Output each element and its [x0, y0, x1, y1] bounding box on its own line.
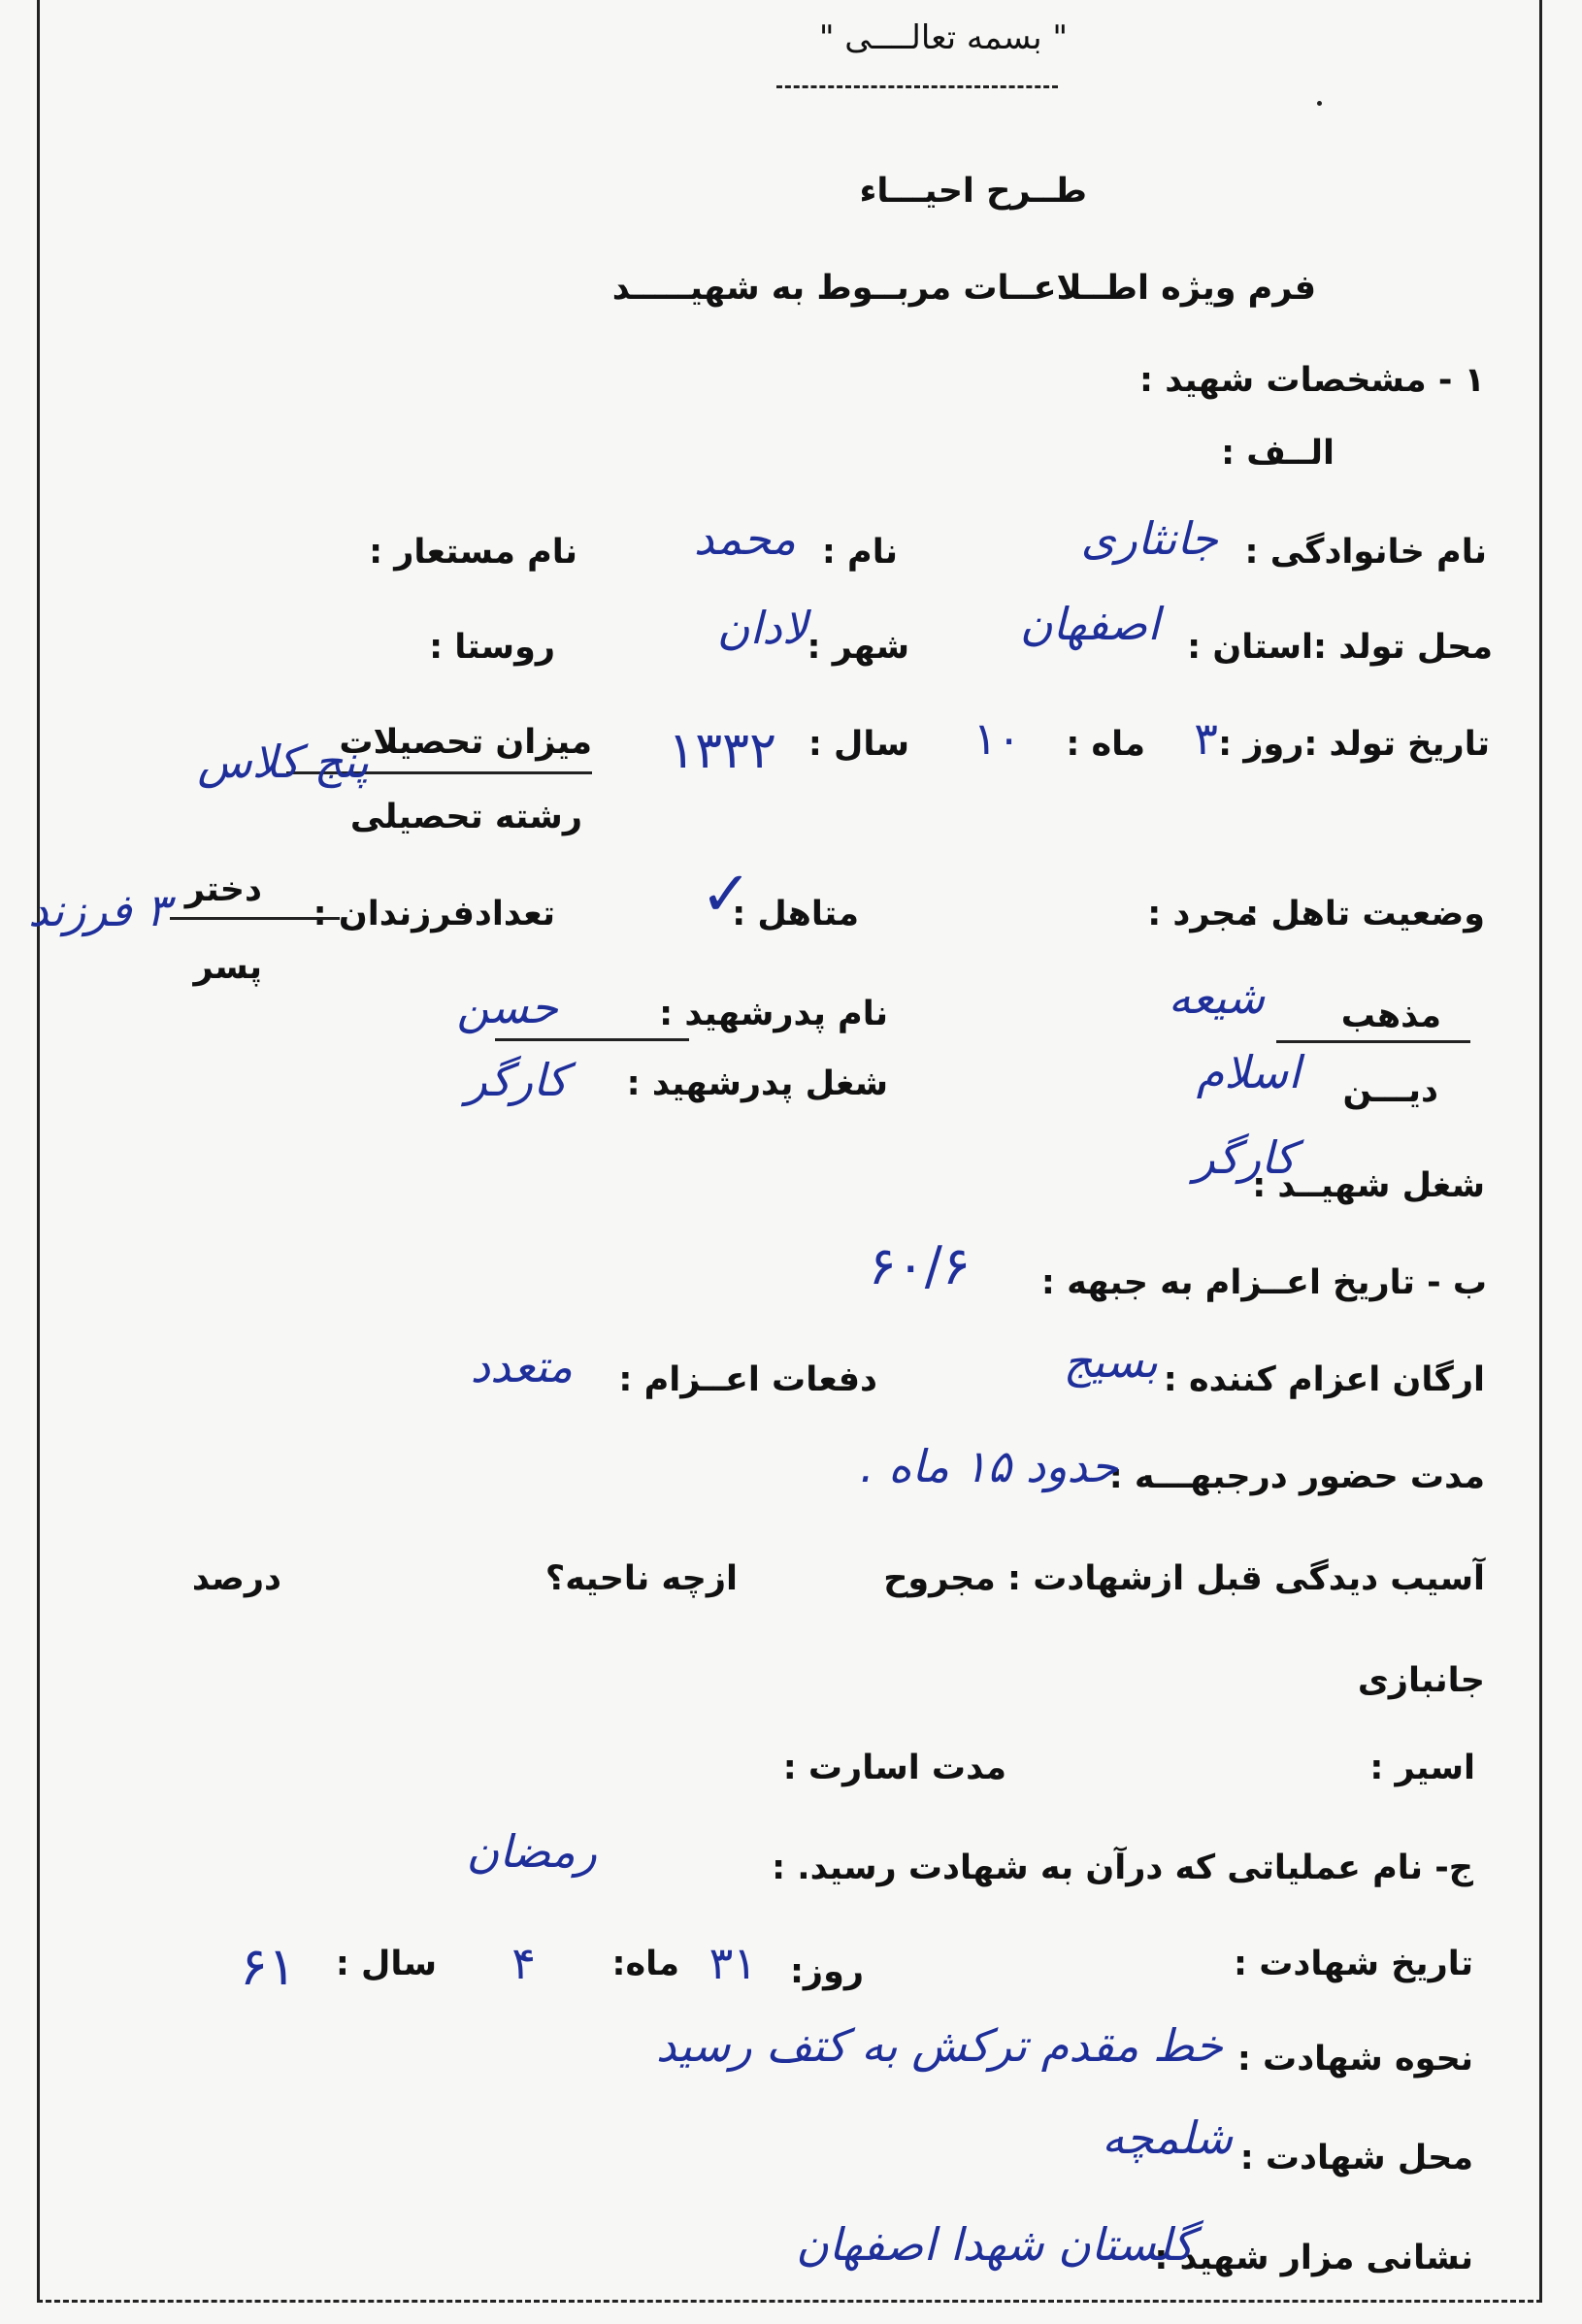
married-check-mark: ✓ — [700, 859, 752, 931]
daughter-label: دختر — [184, 870, 262, 909]
dispatch-org-label: ارگان اعزام کننده : — [1163, 1360, 1485, 1399]
section1-title: ۱ - مشخصات شهید : — [1139, 361, 1485, 400]
father-name-value: حسن — [456, 981, 558, 1033]
education-field-label: رشته تحصیلی — [349, 798, 582, 836]
place-label: محل شهادت : — [1239, 2139, 1473, 2177]
manner-value: خط مقدم ترکش به کتف رسید — [655, 2019, 1223, 2072]
operation-value: رمضان — [466, 1825, 597, 1878]
percent-label: درصد — [191, 1559, 281, 1598]
dispatch-date-label: ب - تاریخ اعــزام به جبهه : — [1040, 1263, 1487, 1302]
martyrdom-month-label: ماه: — [611, 1945, 679, 1983]
front-duration-value: حدود ۱۵ ماه . — [860, 1440, 1118, 1492]
first-name-value: محمد — [693, 512, 796, 565]
dispatch-date-value: ۶۰/۶ — [868, 1235, 971, 1296]
form-title: فرم ویژه اطــلاعــات مربــوط به شهیـــــد — [611, 269, 1316, 308]
birthplace-label: محل تولد :استان : — [1187, 628, 1493, 667]
grave-label: نشانی مزار شهید : — [1154, 2239, 1473, 2277]
children-label: تعدادفرزندان : — [313, 895, 555, 933]
place-value: شلمچه — [1102, 2111, 1233, 2164]
father-job-label: شغل پدرشهید : — [626, 1064, 888, 1103]
martyrdom-month-value: ۴ — [511, 1937, 536, 1989]
birth-month-value: ۱۰ — [972, 712, 1021, 765]
martyrdom-day-label: روز: — [789, 1952, 864, 1991]
birth-year-value: ۱۳۳۲ — [668, 722, 776, 780]
captive-label: اسیر : — [1369, 1749, 1475, 1787]
martyr-job-label: شغل شهیــد : — [1252, 1166, 1485, 1205]
front-duration-label: مدت حضور درجبهـــه : — [1108, 1457, 1485, 1496]
dispatch-count-value: متعدد — [470, 1340, 573, 1392]
birth-day-value: ۳ — [1194, 712, 1218, 765]
marital-status-label: وضعیت تاهل : — [1245, 895, 1485, 933]
martyr-job-value: کارگر — [1193, 1131, 1296, 1184]
married-label: متاهل : — [732, 895, 859, 933]
manner-label: نحوه شهادت : — [1236, 2040, 1473, 2079]
page-border-left — [37, 0, 40, 2302]
page-border-bottom — [37, 2300, 1542, 2303]
religion-value: اسلام — [1196, 1046, 1301, 1098]
injury-label: آسیب دیدگی قبل ازشهادت : مجروح — [883, 1559, 1485, 1598]
plan-title: طــرح احیـــاء — [859, 172, 1087, 211]
birthdate-label: تاریخ تولد :روز : — [1218, 725, 1490, 764]
family-name-label: نام خانوادگی : — [1244, 533, 1487, 572]
father-name-underline — [495, 1038, 689, 1041]
scan-speck — [1317, 101, 1322, 106]
veteran-label: جانبازی — [1357, 1661, 1485, 1700]
page-border-right — [1539, 0, 1542, 2302]
province-value: اصفهان — [1019, 598, 1160, 650]
son-label: پسر — [193, 948, 262, 987]
operation-label: ج- نام عملیاتی که درآن به شهادت رسید. : — [772, 1849, 1473, 1887]
single-label: مجرد : — [1147, 895, 1257, 933]
section-alef: الــف : — [1221, 434, 1335, 473]
sect-value: شیعه — [1168, 971, 1265, 1024]
father-name-label: نام پدرشهید : — [659, 995, 888, 1033]
martyrdom-year-label: سال : — [335, 1945, 437, 1983]
education-level-label: میزان تحصیلات — [339, 723, 592, 762]
religion-label: دیـــن — [1342, 1071, 1438, 1110]
martyrdom-year-value: ۶۱ — [239, 1936, 296, 1997]
city-value: لادان — [716, 602, 807, 654]
sect-underline — [1276, 1040, 1470, 1043]
education-level-value: پنج کلاس — [197, 736, 369, 788]
father-job-value: کارگر — [465, 1054, 568, 1106]
first-name-label: نام : — [821, 533, 898, 572]
children-divider — [170, 917, 340, 920]
martyrdom-date-label: تاریخ شهادت : — [1234, 1945, 1473, 1983]
injury-area-label: ازچه ناحیه؟ — [544, 1559, 738, 1598]
alias-label: نام مستعار : — [369, 533, 577, 572]
birth-year-label: سال : — [807, 725, 909, 764]
martyrdom-day-value: ۳۱ — [709, 1937, 757, 1989]
bismillah-heading: " بسمه تعالــــی " — [818, 18, 1068, 57]
village-label: روستا : — [429, 628, 555, 667]
children-value: ۳ فرزند — [28, 884, 170, 936]
birth-month-label: ماه : — [1066, 725, 1145, 764]
family-name-value: جانثاری — [1080, 512, 1218, 565]
captivity-duration-label: مدت اسارت : — [782, 1749, 1006, 1787]
dispatch-count-label: دفعات اعــزام : — [618, 1360, 877, 1399]
sect-label: مذهب — [1340, 997, 1441, 1035]
grave-value: گلستان شهدا اصفهان — [796, 2218, 1194, 2271]
city-label: شهر : — [807, 628, 909, 667]
dispatch-org-value: بسیج — [1063, 1335, 1158, 1388]
heading-underline — [776, 85, 1058, 88]
